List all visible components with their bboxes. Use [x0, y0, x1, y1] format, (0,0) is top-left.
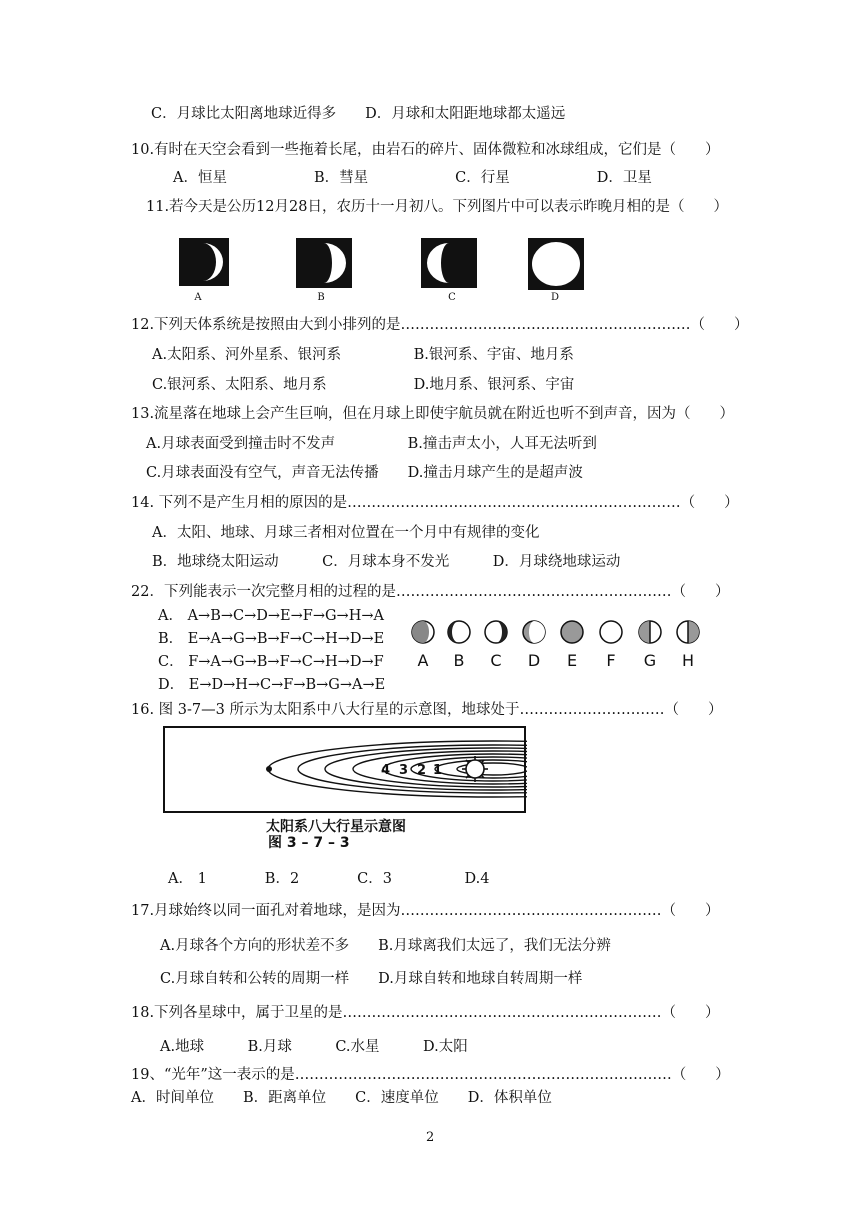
planet-number-4: 4 — [381, 763, 391, 778]
q9-options-cd: C．月球比太阳离地球近得多 D．月球和太阳距地球都太遥远 — [151, 106, 566, 122]
phase-label-g: G — [643, 651, 657, 670]
q13-stem: 13.流星落在地球上会产生巨响，但在月球上即使宇航员就在附近也听不到声音，因为（ ） — [131, 406, 735, 422]
q22-stem: 22．下列能表示一次完整月相的过程的是…………………………………………………（ ） — [131, 584, 730, 600]
moon-image-c — [421, 238, 477, 288]
q12-options-ab: A.太阳系、河外星系、银河系 B.银河系、宇宙、地月系 — [152, 347, 574, 363]
phase-f — [600, 621, 622, 643]
q14-options-bcd: B．地球绕太阳运动 C．月球本身不发光 D．月球绕地球运动 — [152, 554, 621, 570]
q14-stem: 14. 下列不是产生月相的原因的是……………………………………………………………（ ） — [131, 495, 739, 511]
q17-stem: 17.月球始终以同一面孔对着地球，是因为………………………………………………（ ） — [131, 903, 720, 919]
q13-options-ab: A.月球表面受到撞击时不发声 B.撞击声太小，人耳无法听到 — [146, 436, 597, 452]
phase-label-b: B — [453, 651, 465, 670]
phase-g — [639, 621, 661, 643]
q10-stem: 10.有时在天空会看到一些拖着长尾，由岩石的碎片、固体微粒和冰球组成，它们是（ ） — [131, 142, 720, 158]
q22-option-b: B． E→A→G→B→F→C→H→D→E — [158, 631, 385, 647]
phase-d — [523, 621, 545, 643]
phase-b — [448, 621, 470, 643]
phase-label-h: H — [681, 651, 695, 670]
phase-label-f: F — [606, 651, 616, 670]
phase-label-c: C — [490, 651, 502, 670]
q19-options: A．时间单位 B．距离单位 C．速度单位 D．体积单位 — [131, 1090, 552, 1106]
moon-caption-c: C — [448, 292, 456, 303]
q12-options-cd: C.银河系、太阳系、地月系 D.地月系、银河系、宇宙 — [152, 377, 575, 393]
planet-number-3: 3 — [399, 763, 409, 778]
q13-options-cd: C.月球表面没有空气，声音无法传播 D.撞击月球产生的是超声波 — [146, 465, 583, 481]
phase-label-a: A — [417, 651, 429, 670]
q16-options: A． 1 B．2 C．3 D.4 — [168, 871, 490, 887]
phase-label-d: D — [527, 651, 541, 670]
phase-c — [485, 621, 507, 643]
phase-label-e: E — [566, 651, 578, 670]
q14-option-a: A．太阳、地球、月球三者相对位置在一个月中有规律的变化 — [152, 525, 540, 541]
q18-stem: 18.下列各星球中，属于卫星的是…………………………………………………………（ ） — [131, 1005, 720, 1021]
planet-dot — [266, 766, 272, 772]
moon-caption-d: D — [550, 292, 560, 303]
q17-options-ab: A.月球各个方向的形状差不多 B.月球离我们太远了，我们无法分辨 — [160, 938, 611, 954]
moon-caption-a: A — [194, 292, 202, 303]
phase-a — [412, 621, 434, 643]
q18-options: A.地球 B.月球 C.水星 D.太阳 — [160, 1039, 468, 1055]
q11-stem: 11.若今天是公历12月28日，农历十一月初八。下列图片中可以表示昨晚月相的是（ ） — [146, 199, 728, 215]
planet-number-2: 2 — [417, 763, 427, 778]
figure-title: 太阳系八大行星示意图 — [266, 819, 406, 835]
phase-h — [677, 621, 699, 643]
q22-option-a: A． A→B→C→D→E→F→G→H→A — [158, 608, 384, 624]
moon-caption-b: B — [317, 292, 325, 303]
figure-number: 图 3 – 7 – 3 — [268, 835, 350, 851]
q22-option-c: C． F→A→G→B→F→C→H→D→F — [158, 654, 384, 670]
q16-stem: 16. 图 3-7—3 所示为太阳系中八大行星的示意图，地球处于…………………………（ ） — [131, 702, 723, 718]
moon-image-a — [179, 238, 229, 286]
moon-image-d — [528, 238, 584, 290]
solar-system-diagram — [163, 726, 527, 814]
phase-e — [561, 621, 583, 643]
q10-options: A．恒星 B．彗星 C．行星 D．卫星 — [173, 170, 652, 186]
moon-phase-sequence — [408, 617, 708, 647]
q22-option-d: D． E→D→H→C→F→B→G→A→E — [158, 677, 386, 693]
q19-stem: 19、“光年”这一表示的是……………………………………………………………………（ ） — [131, 1067, 730, 1083]
moon-image-b — [296, 238, 352, 288]
page-number: 2 — [426, 1130, 435, 1145]
q17-options-cd: C.月球自转和公转的周期一样 D.月球自转和地球自转周期一样 — [160, 971, 583, 987]
planet-number-1: 1 — [433, 763, 443, 778]
q12-stem: 12.下列天体系统是按照由大到小排列的是……………………………………………………（ ） — [131, 317, 749, 333]
